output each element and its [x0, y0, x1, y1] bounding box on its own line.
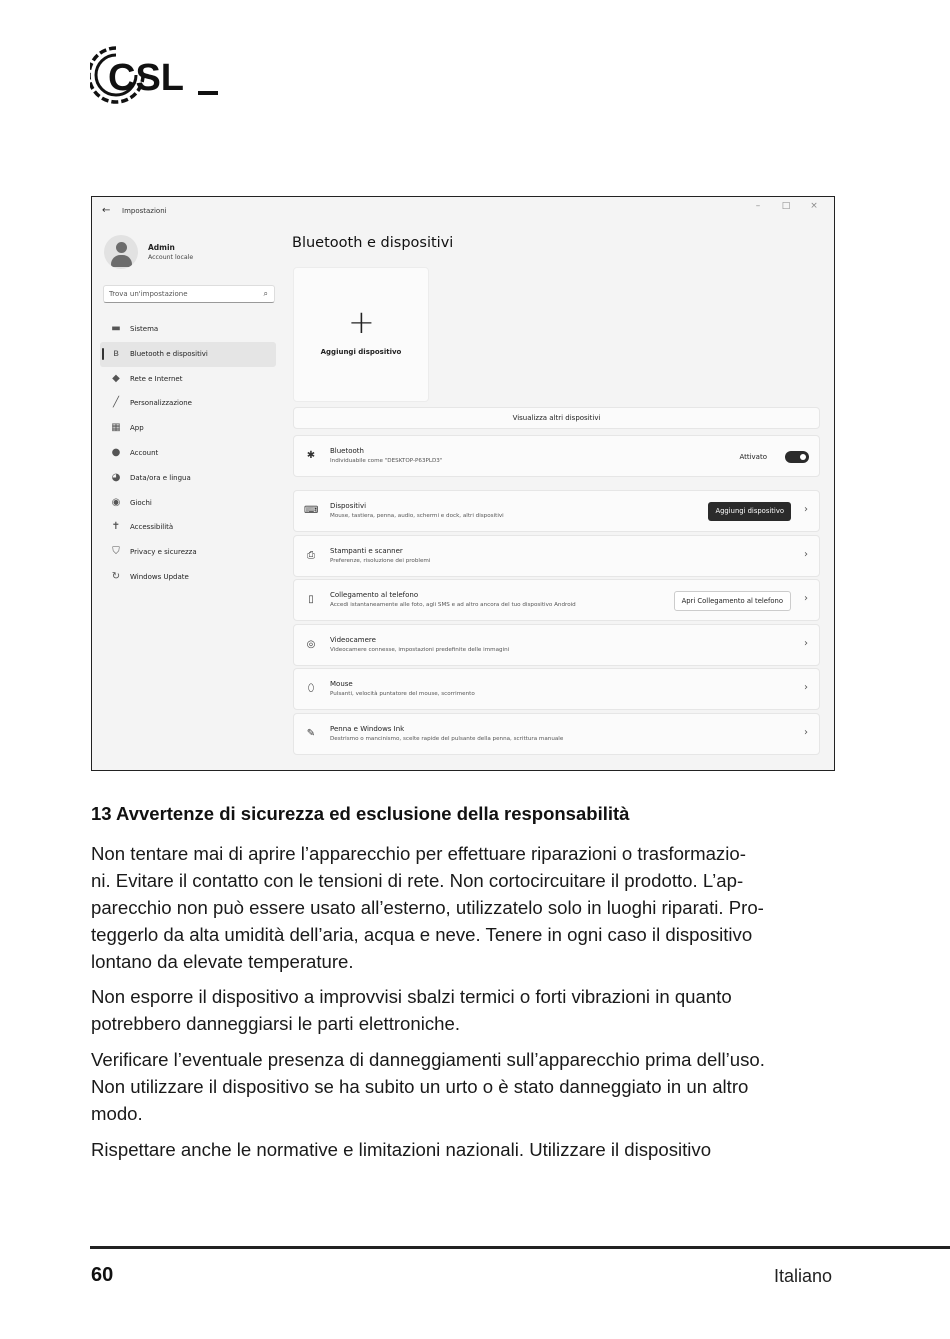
- sidebar-item-10[interactable]: [100, 565, 276, 590]
- sidebar-item-label: Account: [130, 448, 159, 457]
- settings-row-1[interactable]: [293, 535, 820, 577]
- sidebar-item-label: Giochi: [130, 498, 152, 507]
- chevron-right-icon: ›: [804, 682, 808, 694]
- text-line: Non tentare mai di aprire l’apparecchio per effettuare riparazioni o trasformazio-: [91, 843, 746, 864]
- text-line: Non esporre il dispositivo a improvvisi sbalzi termici o forti vibrazioni in quanto: [91, 986, 732, 1007]
- wifi-icon: ◆: [112, 372, 120, 384]
- user-card[interactable]: [102, 233, 280, 273]
- minimize-icon[interactable]: –: [755, 201, 761, 211]
- bluetooth-state: Attivato: [739, 453, 767, 461]
- sidebar-item-6[interactable]: [100, 466, 276, 491]
- window-controls: [744, 201, 828, 211]
- back-arrow-icon[interactable]: ←: [102, 205, 111, 216]
- settings-row-0[interactable]: [293, 490, 820, 532]
- sidebar-item-label: App: [130, 424, 144, 433]
- bluetooth-icon: ✱: [306, 450, 316, 461]
- text-line: potrebbero danneggiarsi le parti elettroniche.: [91, 1013, 461, 1034]
- apps-icon: ▦: [111, 422, 121, 434]
- sidebar-item-0[interactable]: [100, 317, 276, 342]
- row-title: Penna e Windows Ink: [330, 725, 405, 733]
- paragraph-2: [91, 1046, 835, 1127]
- update-icon: ↻: [111, 570, 121, 582]
- language-label: Italiano: [773, 1266, 832, 1286]
- selected-indicator: [102, 348, 104, 360]
- text-line: modo.: [91, 1103, 143, 1124]
- monitor-icon: ▬: [111, 323, 121, 334]
- sidebar-item-4[interactable]: [100, 416, 276, 441]
- page-title: Bluetooth e dispositivi: [292, 235, 454, 251]
- text-line: Verificare l’eventuale presenza di danneggiamenti sull’apparecchio prima dell’uso.: [91, 1049, 765, 1070]
- chevron-right-icon: ›: [804, 548, 808, 560]
- shield-icon: ⛉: [112, 546, 120, 558]
- text-line: ni. Evitare il contatto con le tensioni di rete. Non cortocircuitare il prodotto. L’ap-: [91, 870, 744, 891]
- main-panel: [292, 227, 824, 770]
- view-more-devices-button[interactable]: [293, 407, 820, 429]
- row-subtitle: Videocamere connesse, impostazioni predefinite delle immagini: [330, 646, 510, 653]
- pen-icon: ✎: [306, 728, 316, 739]
- row-title: Collegamento al telefono: [330, 591, 419, 600]
- row-subtitle: Pulsanti, velocità puntatore del mouse, scorrimento: [330, 691, 475, 698]
- close-icon[interactable]: ×: [810, 201, 818, 211]
- sidebar-item-label: Privacy e sicurezza: [130, 548, 197, 557]
- chevron-right-icon: ›: [804, 637, 808, 649]
- user-name: Admin: [148, 243, 175, 252]
- sidebar-item-2[interactable]: [100, 367, 276, 392]
- row-title: Stampanti e scanner: [330, 546, 403, 555]
- row-subtitle: Destrismo o mancinismo, scelte rapide del pulsante della penna, scrittura manuale: [330, 736, 564, 742]
- bluetooth-title: Bluetooth: [330, 447, 364, 455]
- chevron-right-icon: ›: [804, 727, 808, 738]
- mouse-icon: ⬯: [307, 683, 315, 695]
- csl-logo: [90, 42, 222, 108]
- open-phone-link-button[interactable]: Apri Collegamento al telefono: [674, 591, 791, 611]
- gamepad-icon: ◉: [111, 496, 121, 508]
- row-subtitle: Accedi istantaneamente alle foto, agli SMS e ad altro ancora del tuo dispositivo Android: [330, 602, 576, 609]
- sidebar-item-label: Bluetooth e dispositivi: [130, 349, 208, 358]
- sidebar-item-label: Windows Update: [130, 572, 189, 581]
- text-line: teggerlo da alta umidità dell’aria, acqua e neve. Tenere in ogni caso il dispositivo: [91, 924, 753, 945]
- sidebar-item-label: Personalizzazione: [130, 399, 192, 408]
- paragraph-1: [91, 983, 835, 1037]
- camera-icon: ◎: [306, 638, 316, 650]
- paragraph-3: [91, 1136, 835, 1163]
- row-title: Videocamere: [330, 635, 376, 644]
- phone-icon: ▯: [308, 594, 314, 606]
- nav-list: [100, 317, 278, 590]
- title-bar: [92, 197, 834, 225]
- window-title: Impostazioni: [122, 207, 167, 215]
- settings-screenshot: [91, 196, 835, 771]
- bluetooth-subtitle: Individuabile come "DESKTOP-P63PLD3": [330, 458, 443, 464]
- sidebar-item-1[interactable]: [100, 342, 276, 367]
- add-device-tile[interactable]: [293, 267, 429, 402]
- settings-row-5[interactable]: [293, 713, 820, 755]
- text-line: Non utilizzare il dispositivo se ha subito un urto o è stato danneggiato in un altro: [91, 1076, 749, 1097]
- text-line: parecchio non può essere usato all’esterno, utilizzatelo solo in luoghi riparati. Pro-: [91, 897, 764, 918]
- view-more-label: Visualizza altri dispositivi: [512, 414, 601, 422]
- add-device-button[interactable]: Aggiungi dispositivo: [708, 502, 791, 521]
- devices-icon: ⌨: [304, 505, 319, 516]
- text-line: Rispettare anche le normative e limitazioni nazionali. Utilizzare il dispositivo: [91, 1139, 712, 1160]
- page-number: 60: [91, 1264, 114, 1286]
- settings-row-4[interactable]: [293, 668, 820, 710]
- bluetooth-icon: ʙ: [113, 347, 119, 359]
- paragraph-0: [91, 840, 835, 975]
- row-subtitle: Preferenze, risoluzione dei problemi: [330, 557, 431, 564]
- search-placeholder: Trova un'impostazione: [109, 290, 188, 298]
- user-account-type: Account locale: [148, 254, 194, 261]
- sidebar-item-5[interactable]: [100, 441, 276, 466]
- avatar: [104, 235, 138, 269]
- sidebar-item-3[interactable]: [100, 391, 276, 416]
- chevron-right-icon: ›: [804, 504, 808, 515]
- search-input[interactable]: [103, 285, 275, 303]
- sidebar-item-label: Sistema: [130, 325, 159, 333]
- row-subtitle: Mouse, tastiera, penna, audio, schermi e dock, altri dispositivi: [330, 513, 504, 519]
- sidebar-item-9[interactable]: [100, 540, 276, 565]
- section-heading: 13 Avvertenze di sicurezza ed esclusione della responsabilità: [91, 803, 630, 824]
- settings-row-3[interactable]: [293, 624, 820, 666]
- add-device-label: Aggiungi dispositivo: [320, 348, 402, 356]
- row-title: Dispositivi: [330, 502, 367, 510]
- accessibility-icon: ✝: [111, 521, 121, 533]
- printer-icon: ⎙: [307, 549, 315, 561]
- sidebar-item-7[interactable]: [100, 491, 276, 516]
- sidebar-item-label: Rete e Internet: [130, 374, 183, 383]
- sidebar-item-8[interactable]: [100, 515, 276, 540]
- chevron-right-icon: ›: [804, 593, 808, 605]
- sidebar-item-label: Data/ora e lingua: [130, 473, 191, 482]
- person-icon: ●: [111, 446, 121, 458]
- maximize-icon[interactable]: □: [781, 201, 791, 211]
- globe-clock-icon: ◕: [111, 471, 121, 483]
- plus-icon: +: [348, 303, 375, 341]
- bluetooth-toggle[interactable]: [785, 451, 809, 463]
- search-icon: ⌕: [263, 289, 268, 298]
- row-title: Mouse: [330, 680, 353, 689]
- sidebar-item-label: Accessibilità: [130, 523, 174, 532]
- text-line: lontano da elevate temperature.: [91, 951, 354, 972]
- svg-text:CSL: CSL: [108, 57, 184, 99]
- brush-icon: ╱: [112, 397, 120, 409]
- settings-row-2[interactable]: [293, 579, 820, 621]
- sidebar: [100, 227, 278, 770]
- bluetooth-row: [293, 435, 820, 477]
- footer-rule: [90, 1246, 950, 1249]
